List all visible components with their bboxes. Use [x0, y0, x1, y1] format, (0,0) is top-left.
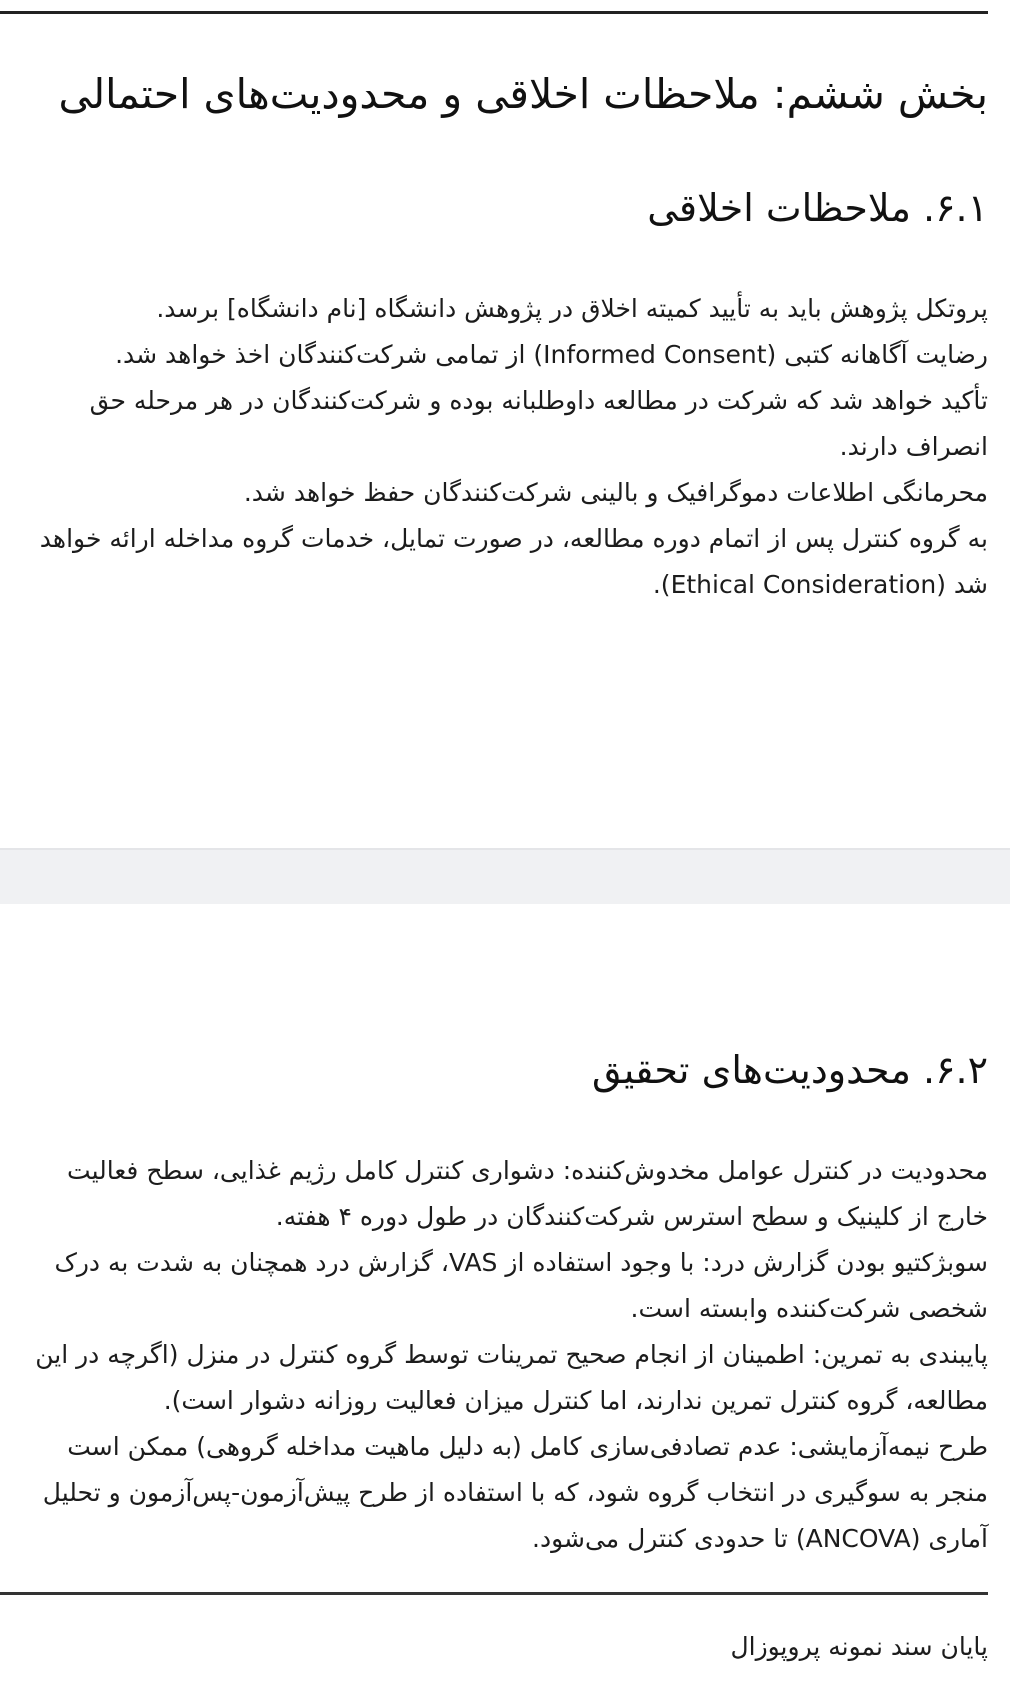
document-end-text: پایان سند نمونه پروپوزال: [730, 1632, 988, 1661]
ethics-paragraph: تأکید خواهد شد که شرکت در مطالعه داوطلبانه بوده و شرکت‌کنندگان در هر مرحله حق انصراف دارند.: [89, 386, 988, 461]
section-heading-ethics: ۶.۱. ملاحظات اخلاقی: [647, 186, 988, 230]
page-break-band: [0, 848, 1010, 904]
top-divider: [0, 11, 988, 14]
ethics-paragraphs: [18, 286, 988, 608]
limitations-paragraph: طرح نیمه‌آزمایشی: عدم تصادفی‌سازی کامل (به دلیل ماهیت مداخله گروهی) ممکن است منجر به سوگیری در انتخاب گروه شود، که با استفاده از طرح پیش‌آزمون-پس‌آزمون و تحلیل آماری (ANCOVA) تا حدودی کنترل می‌شود.: [42, 1432, 988, 1553]
ethics-paragraph: رضایت آگاهانه کتبی (Informed Consent) از تمامی شرکت‌کنندگان اخذ خواهد شد.: [115, 340, 988, 369]
bottom-divider: [0, 1592, 988, 1595]
limitations-paragraph: پایبندی به تمرین: اطمینان از انجام صحیح تمرینات توسط گروه کنترل در منزل (اگرچه در این مطالعه، گروه کنترل تمرین ندارند، اما کنترل میزان فعالیت روزانه دشوار است).: [35, 1340, 988, 1415]
section-heading-limitations: ۶.۲. محدودیت‌های تحقیق: [592, 1048, 988, 1092]
ethics-paragraph: پروتکل پژوهش باید به تأیید کمیته اخلاق در پژوهش دانشگاه [نام دانشگاه] برسد.: [156, 294, 988, 323]
ethics-paragraph: محرمانگی اطلاعات دموگرافیک و بالینی شرکت‌کنندگان حفظ خواهد شد.: [243, 478, 988, 507]
part-title: بخش ششم: ملاحظات اخلاقی و محدودیت‌های احتمالی: [58, 70, 988, 118]
limitations-paragraph: سوبژکتیو بودن گزارش درد: با وجود استفاده از VAS، گزارش درد همچنان به شدت به درک شخصی شرکت‌کننده وابسته است.: [54, 1248, 988, 1323]
limitations-paragraphs: [18, 1148, 988, 1562]
limitations-paragraph: محدودیت در کنترل عوامل مخدوش‌کننده: دشواری کنترل کامل رژیم غذایی، سطح فعالیت خارج از کلینیک و سطح استرس شرکت‌کنندگان در طول دوره ۴ هفته.: [67, 1156, 988, 1231]
ethics-paragraph: به گروه کنترل پس از اتمام دوره مطالعه، در صورت تمایل، خدمات گروه مداخله ارائه خواهد شد (Ethical Consideration).: [39, 524, 988, 599]
